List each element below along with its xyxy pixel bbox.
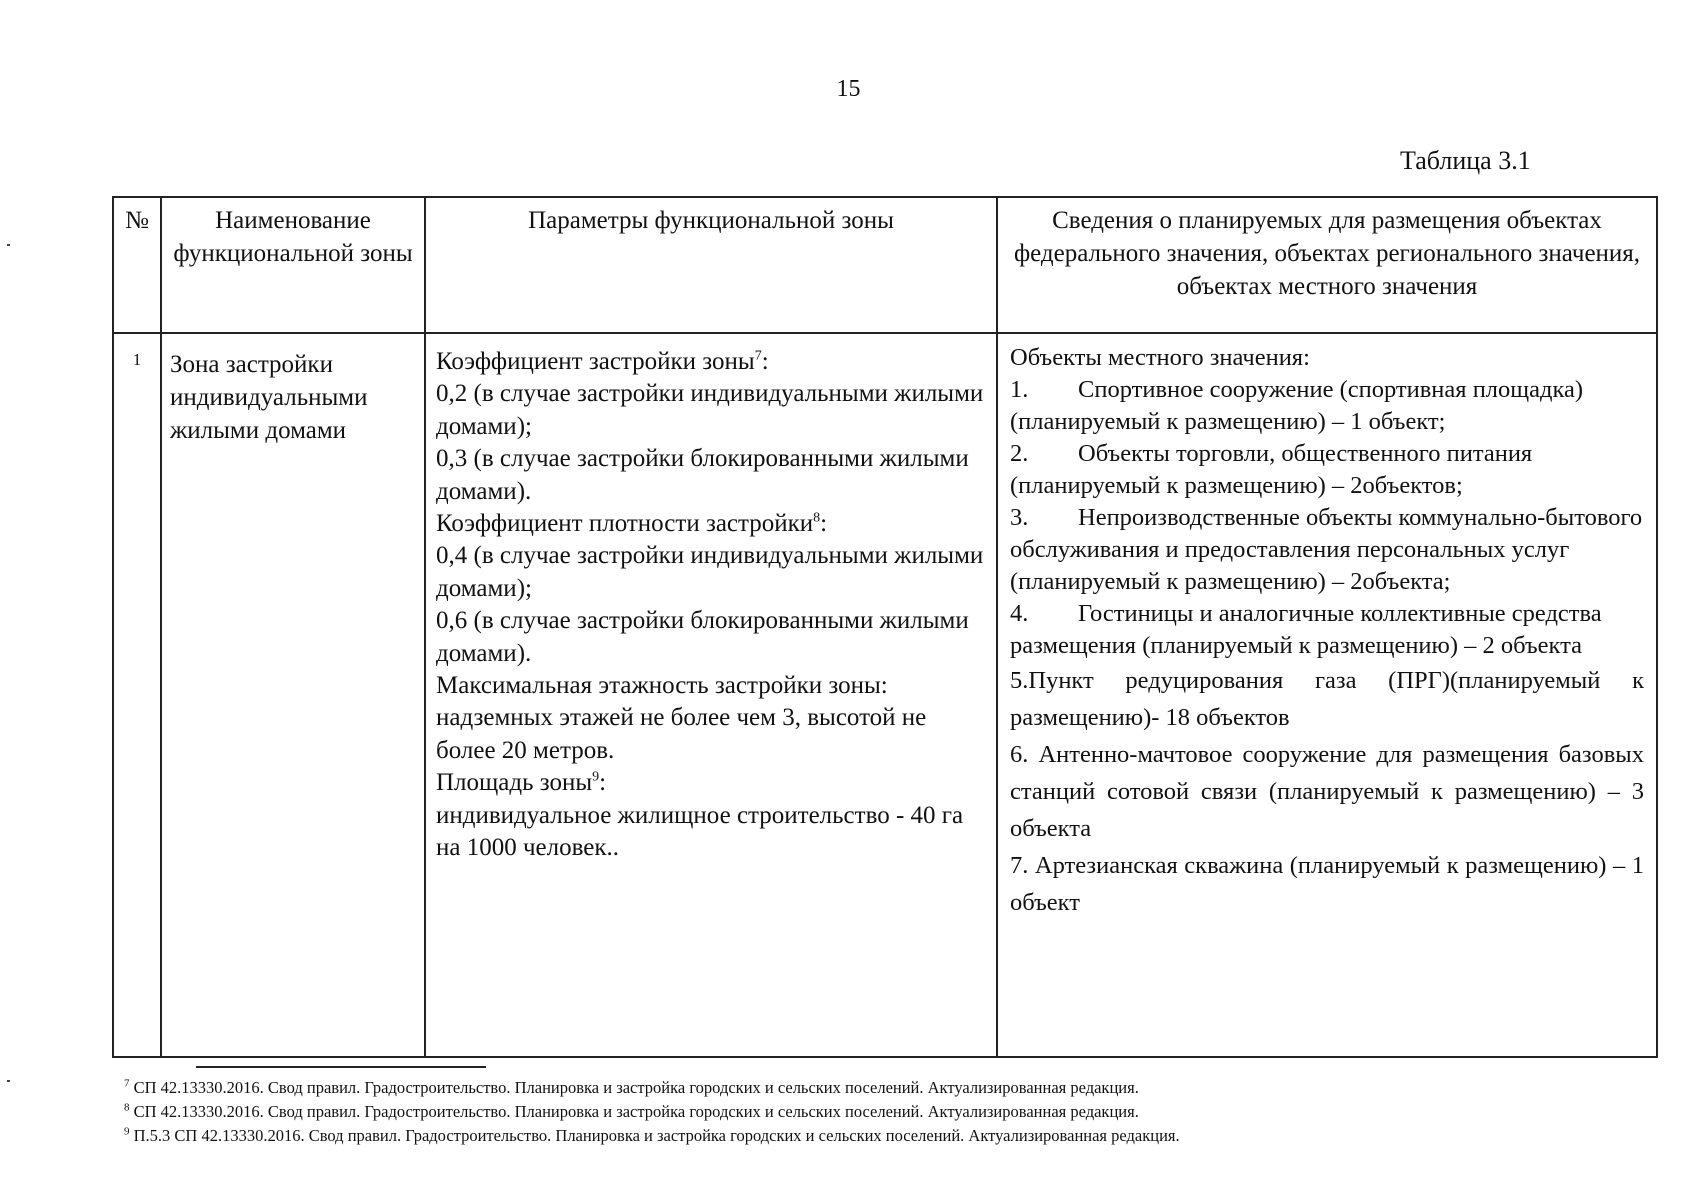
footnote-ref-9: 9 [592,769,600,785]
list-item: 6. Антенно-мачтовое сооружение для размещения базовых станций сотовой связи (планируемый к размещению) – 3 объекта [1010,741,1644,842]
table-row [113,333,1657,1057]
footnotes [124,1076,1564,1148]
footnote-mark: 9 [124,1125,130,1138]
header-number: № [113,197,161,333]
planned-objects [997,333,1657,1057]
list-item-number: 4. [1010,600,1029,627]
scan-artifact [7,244,10,246]
coef-density-value-1: 0,4 (в случае застройки индивидуальными жилыми домами); [436,542,984,602]
header-zone-name: Наименование функциональной зоны [161,197,425,333]
zones-table [112,196,1658,1058]
footnote-text: СП 42.13330.2016. Свод правил. Градостроительство. Планировка и застройка городских и сельских поселений. Актуализированная редакция. [133,1102,1139,1121]
page-number: 15 [836,76,861,102]
coef-density-label: Коэффициент плотности застройки [436,510,814,538]
list-item-text: Спортивное сооружение (спортивная площадка) (планируемый к размещению) – 1 объект; [1010,376,1584,435]
local-objects-heading: Объекты местного значения: [1010,344,1310,371]
coef-build-value-2: 0,3 (в случае застройки блокированными жилыми домами). [436,445,969,505]
list-item [1010,438,1644,502]
header-planned-objects: Сведения о планируемых для размещения объектах федерального значения, объектах регионального значения, объектах местного значения [997,197,1657,333]
zone-params [425,333,997,1057]
footnote-mark: 8 [124,1101,130,1114]
list-item: 7. Артезианская скважина (планируемый к размещению) – 1 объект [1010,852,1644,916]
list-item-text: Объекты торговли, общественного питания (планируемый к размещению) – 2объектов; [1010,440,1533,499]
coef-density-suffix: : [820,510,828,538]
table-header-row [113,197,1657,333]
max-floors: Максимальная этажность застройки зоны: надземных этажей не более чем 3, высотой не более 20 метров. [436,672,927,764]
table-caption: Таблица 3.1 [1400,146,1531,175]
list-item: 5.Пункт редуцирования газа (ПРГ)(планируемый к размещению)- 18 объектов [1010,667,1644,731]
footnote-ref-8: 8 [813,510,821,526]
header-zone-params: Параметры функциональной зоны [425,197,997,333]
footnote-ref-7: 7 [754,348,762,364]
list-item-number: 3. [1010,504,1029,531]
list-item [1010,598,1644,662]
zone-area-label: Площадь зоны [436,769,593,797]
footnote-7 [124,1076,1564,1100]
list-item-number: 2. [1010,440,1029,467]
coef-density-line [436,508,986,540]
footnote-separator [196,1066,486,1068]
list-item-text: Непроизводственные объекты коммунально-бытового обслуживания и предоставления персональных услуг (планируемый к размещению) – 2объекта; [1010,504,1643,595]
footnote-8 [124,1100,1564,1124]
scan-artifact [7,1080,10,1082]
footnote-text: СП 42.13330.2016. Свод правил. Градостроительство. Планировка и застройка городских и сельских поселений. Актуализированная редакция. [133,1078,1139,1097]
list-item-number: 1. [1010,376,1029,403]
list-item [1010,502,1644,598]
list-item [1010,374,1644,438]
coef-build-label: Коэффициент застройки зоны [436,348,755,375]
zone-area-line [436,767,986,799]
zone-name: Зона застройки индивидуальными жилыми домами [161,333,425,1057]
footnote-text: П.5.3 СП 42.13330.2016. Свод правил. Градостроительство. Планировка и застройка городских и сельских поселений. Актуализированная редакция. [133,1126,1180,1145]
footnote-mark: 7 [124,1077,130,1090]
coef-build-line [436,346,986,378]
coef-build-suffix: : [761,348,769,375]
zone-area-value: индивидуальное жилищное строительство - 40 га на 1000 человек.. [436,801,964,862]
row-number: 1 [113,333,161,1057]
list-item-text: Гостиницы и аналогичные коллективные средства размещения (планируемый к размещению) – 2 объекта [1010,600,1602,659]
coef-density-value-2: 0,6 (в случае застройки блокированными жилыми домами). [436,607,969,667]
footnote-9 [124,1124,1564,1148]
zone-area-suffix: : [599,769,607,797]
coef-build-value-1: 0,2 (в случае застройки индивидуальными жилыми домами); [436,380,984,440]
